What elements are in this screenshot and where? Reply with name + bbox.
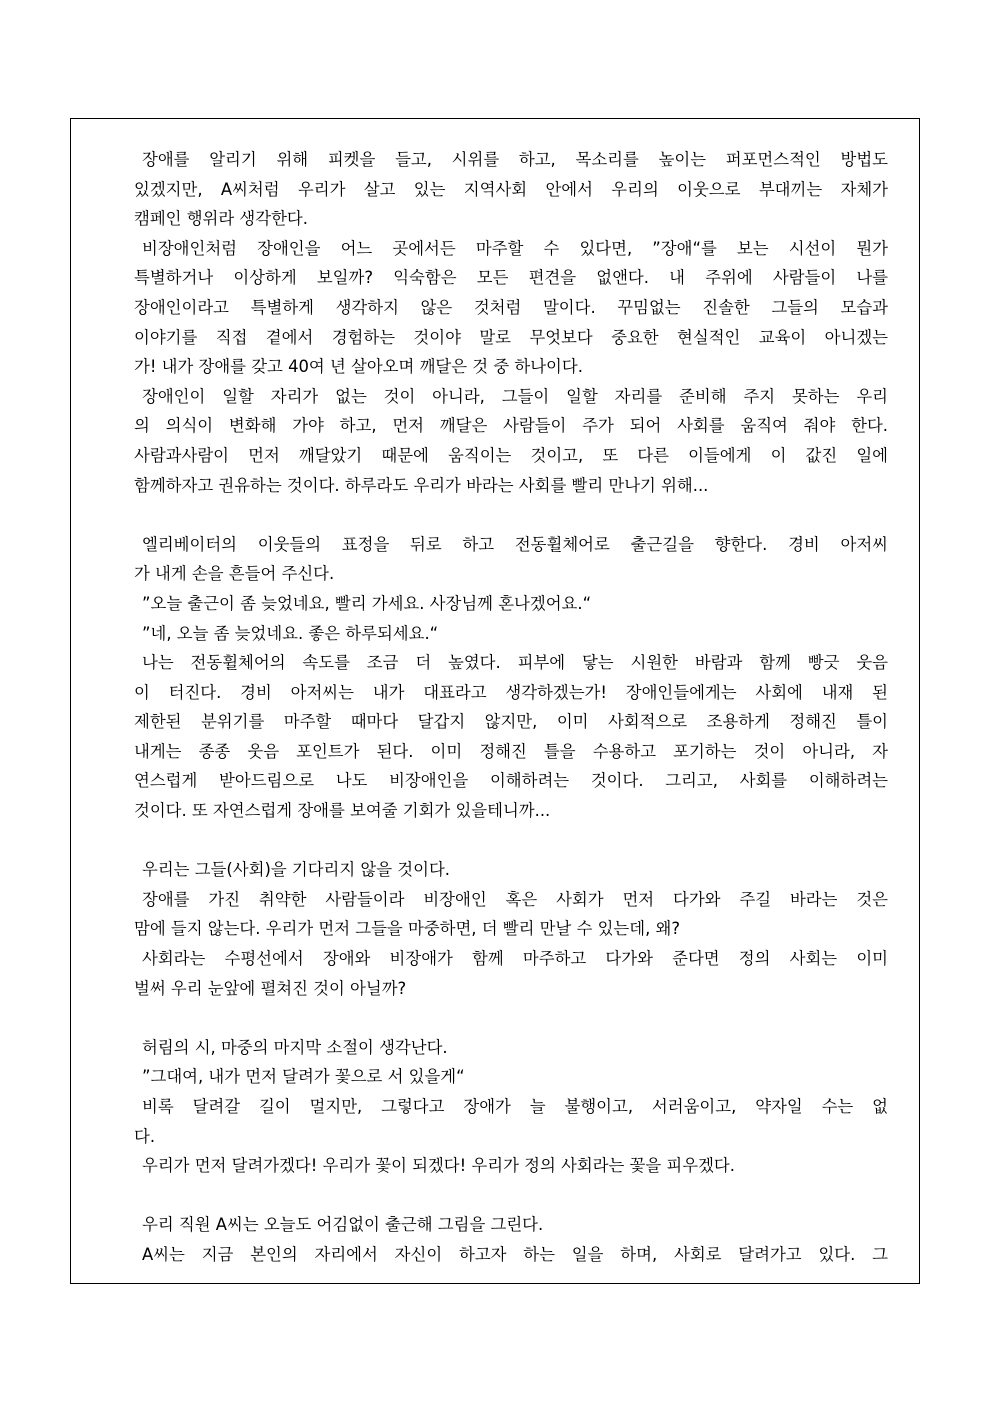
paragraph	[134, 589, 888, 619]
text-line: ”오늘 출근이 좀 늦었네요, 빨리 가세요. 사장님께 혼나겠어요.“	[142, 593, 592, 613]
text-line: 의 의식이 변화해 가야 하고, 먼저 깨달은 사람들이 주가 되어 사회를 움직여 줘야 한다.	[134, 416, 888, 436]
text-line: 우리 직원 A씨는 오늘도 어김없이 출근해 그림을 그린다.	[142, 1215, 544, 1235]
text-line: A씨는 지금 본인의 자리에서 자신이 하고자 하는 일을 하며, 사회로 달려가고 있다. 그	[142, 1244, 888, 1264]
paragraph-gap	[134, 826, 888, 856]
paragraph	[134, 648, 888, 826]
text-line: 나는 전동휠체어의 속도를 조금 더 높였다. 피부에 닿는 시원한 바람과 함께 빵긋 웃음	[142, 653, 888, 673]
paragraph	[134, 619, 888, 649]
text-line: 사회라는 수평선에서 장애와 비장애가 함께 마주하고 다가와 준다면 정의 사회는 이미	[142, 949, 888, 969]
paragraph	[134, 1033, 888, 1063]
paragraph-gap	[134, 1003, 888, 1033]
text-line: 특별하거나 이상하게 보일까? 익숙함은 모든 편견을 없앤다. 내 주위에 사람들이 나를	[134, 268, 888, 288]
text-line: 연스럽게 받아드림으로 나도 비장애인을 이해하려는 것이다. 그리고, 사회를 이해하려는	[134, 771, 888, 791]
paragraph	[134, 1092, 888, 1151]
text-line: 비록 달려갈 길이 멀지만, 그렇다고 장애가 늘 불행이고, 서러움이고, 약자일 수는 없	[142, 1097, 888, 1116]
text-line: 우리가 먼저 달려가겠다! 우리가 꽃이 되겠다! 우리가 정의 사회라는 꽃을 피우겠다.	[142, 1156, 735, 1176]
paragraph	[134, 1210, 888, 1240]
text-line: ”그대여, 내가 먼저 달려가 꽃으로 서 있을게“	[142, 1067, 465, 1087]
text-line: 장애인이 일할 자리가 없는 것이 아니라, 그들이 일할 자리를 준비해 주지 못하는 우리	[142, 386, 888, 406]
text-line: 장애를 가진 취약한 사람들이라 비장애인 혹은 사회가 먼저 다가와 주길 바라는 것은	[142, 889, 888, 909]
text-line: 있겠지만, A씨처럼 우리가 살고 있는 지역사회 안에서 우리의 이웃으로 부대끼는 자체가	[134, 179, 888, 199]
text-line: 내게는 종종 웃음 포인트가 된다. 이미 정해진 틀을 수용하고 포기하는 것이 아니라, 자	[134, 741, 888, 761]
text-line: 이 터진다. 경비 아저씨는 내가 대표라고 생각하겠는가! 장애인들에게는 사회에 내재 된	[134, 682, 888, 702]
document-frame	[70, 118, 920, 1284]
paragraph	[134, 885, 888, 944]
paragraph	[134, 944, 888, 1003]
paragraph	[134, 1240, 888, 1270]
text-line: ”네, 오늘 좀 늦었네요. 좋은 하루되세요.“	[142, 623, 439, 643]
text-line: 맘에 들지 않는다. 우리가 먼저 그들을 마중하면, 더 빨리 만날 수 있는데, 왜?	[134, 919, 681, 939]
text-line: 가! 내가 장애를 갖고 40여 년 살아오며 깨달은 것 중 하나이다.	[134, 357, 583, 377]
text-line: 비장애인처럼 장애인을 어느 곳에서든 마주할 수 있다면, ”장애“를 보는 시선이 뭔가	[142, 238, 888, 258]
text-line: 가 내게 손을 흔들어 주신다.	[134, 564, 335, 584]
text-line: 것이다. 또 자연스럽게 장애를 보여줄 기회가 있을테니까...	[134, 801, 551, 821]
text-line: 장애인이라고 특별하게 생각하지 않은 것처럼 말이다. 꾸밈없는 진솔한 그들의 모습과	[134, 297, 888, 317]
paragraph-gap	[134, 1181, 888, 1211]
paragraph	[134, 530, 888, 589]
paragraph	[134, 234, 888, 382]
text-line: 허림의 시, 마중의 마지막 소절이 생각난다.	[142, 1037, 448, 1057]
paragraph	[134, 145, 888, 234]
text-line: 사람과사람이 먼저 깨달았기 때문에 움직이는 것이고, 또 다른 이들에게 이 값진 일에	[134, 445, 888, 465]
text-line: 엘리베이터의 이웃들의 표정을 뒤로 하고 전동휠체어로 출근길을 향한다. 경비 아저씨	[142, 534, 888, 554]
text-line: 벌써 우리 눈앞에 펼쳐진 것이 아닐까?	[134, 978, 407, 998]
text-line: 장애를 알리기 위해 피켓을 들고, 시위를 하고, 목소리를 높이는 퍼포먼스적인 방법도	[142, 150, 888, 169]
text-line: 이야기를 직접 곁에서 경험하는 것이야 말로 무엇보다 중요한 현실적인 교육이 아니겠는	[134, 327, 888, 347]
text-line: 우리는 그들(사회)을 기다리지 않을 것이다.	[142, 860, 451, 880]
text-line: 함께하자고 권유하는 것이다. 하루라도 우리가 바라는 사회를 빨리 만나기 위해...	[134, 475, 709, 495]
text-line: 제한된 분위기를 마주할 때마다 달갑지 않지만, 이미 사회적으로 조용하게 정해진 틀이	[134, 712, 888, 732]
paragraph	[134, 1151, 888, 1181]
paragraph-gap	[134, 500, 888, 530]
paragraph	[134, 855, 888, 885]
text-line: 캠페인 행위라 생각한다.	[134, 209, 308, 229]
text-line: 다.	[134, 1126, 156, 1146]
document-body	[134, 145, 888, 1270]
paragraph	[134, 382, 888, 500]
paragraph	[134, 1062, 888, 1092]
